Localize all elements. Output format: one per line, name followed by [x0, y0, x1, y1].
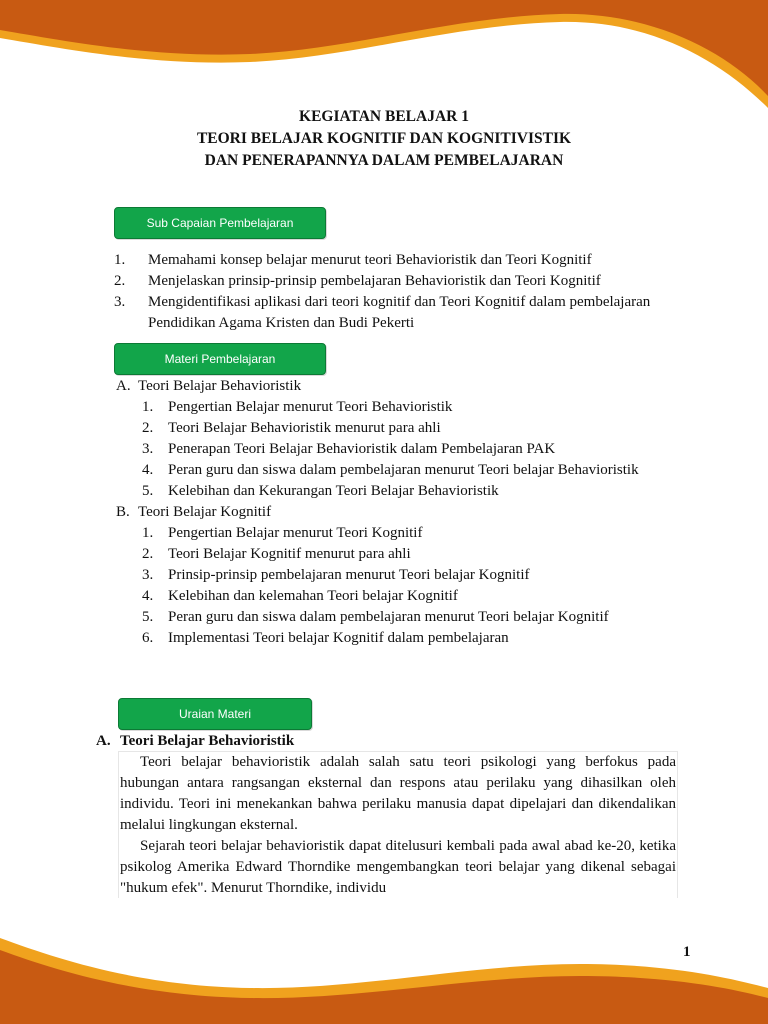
list-item: 3. Mengidentifikasi aplikasi dari teori kognitif dan Teori Kognitif dalam pembelajaran Pendidikan Agama Kristen dan Budi Pekerti — [114, 294, 651, 331]
page-number: 1 — [683, 944, 691, 960]
list-item: 2. Menjelaskan prinsip-prinsip pembelajaran Behavioristik dan Teori Kognitif — [114, 273, 601, 289]
materi-pill: Materi Pembelajaran — [114, 343, 326, 375]
uraian-section-heading: A. Teori Belajar Behavioristik — [96, 733, 295, 749]
section-heading-b: B. Teori Belajar Kognitif — [116, 504, 272, 520]
list-item: 3. Prinsip-prinsip pembelajaran menurut Teori belajar Kognitif — [142, 567, 530, 583]
list-item: 4. Kelebihan dan kelemahan Teori belajar Kognitif — [142, 588, 458, 604]
list-item: 5. Kelebihan dan Kekurangan Teori Belajar Behavioristik — [142, 483, 499, 499]
bottom-wave-decoration — [0, 930, 768, 1024]
document-title — [0, 106, 768, 172]
list-item: 2. Teori Belajar Behavioristik menurut para ahli — [142, 420, 441, 436]
top-wave-decoration — [0, 0, 768, 110]
list-item: 3. Penerapan Teori Belajar Behavioristik dalam Pembelajaran PAK — [142, 441, 556, 457]
uraian-paragraph-1: Teori belajar behavioristik adalah salah satu teori psikologi yang berfokus pada hubungan antara rangsangan eksternal dan respons atau perilaku yang dihasilkan oleh individu. Teori ini menekankan bahwa perilaku manusia dapat dipelajari dan dikendalikan melalui lingkungan eksternal. — [120, 754, 676, 833]
materi-list — [116, 376, 676, 649]
section-b-items — [142, 523, 676, 649]
uraian-text-box — [118, 751, 678, 898]
sub-capaian-pill: Sub Capaian Pembelajaran — [114, 207, 326, 239]
list-item: 6. Implementasi Teori belajar Kognitif dalam pembelajaran — [142, 630, 509, 646]
uraian-pill: Uraian Materi — [118, 698, 312, 730]
sub-capaian-list — [114, 250, 674, 334]
list-item: 4. Peran guru dan siswa dalam pembelajaran menurut Teori belajar Behavioristik — [142, 462, 639, 478]
title-line-2: TEORI BELAJAR KOGNITIF DAN KOGNITIVISTIK — [196, 130, 572, 147]
list-item: 1. Pengertian Belajar menurut Teori Kognitif — [142, 525, 423, 541]
uraian-paragraph-2: Sejarah teori belajar behavioristik dapat ditelusuri kembali pada awal abad ke-20, ketika psikolog Amerika Edward Thorndike mengembangkan teori belajar yang dikenal sebagai "hukum efek". Menurut Thorndike, individu — [120, 838, 676, 896]
list-item: 1. Pengertian Belajar menurut Teori Behavioristik — [142, 399, 453, 415]
section-a-items — [142, 397, 676, 502]
list-item: 5. Peran guru dan siswa dalam pembelajaran menurut Teori belajar Kognitif — [142, 609, 609, 625]
list-item: 2. Teori Belajar Kognitif menurut para ahli — [142, 546, 411, 562]
section-heading-a: A. Teori Belajar Behavioristik — [116, 378, 302, 394]
title-line-3: DAN PENERAPANNYA DALAM PEMBELAJARAN — [204, 152, 564, 169]
list-item: 1. Memahami konsep belajar menurut teori Behavioristik dan Teori Kognitif — [114, 252, 592, 268]
title-line-1: KEGIATAN BELAJAR 1 — [299, 108, 469, 125]
